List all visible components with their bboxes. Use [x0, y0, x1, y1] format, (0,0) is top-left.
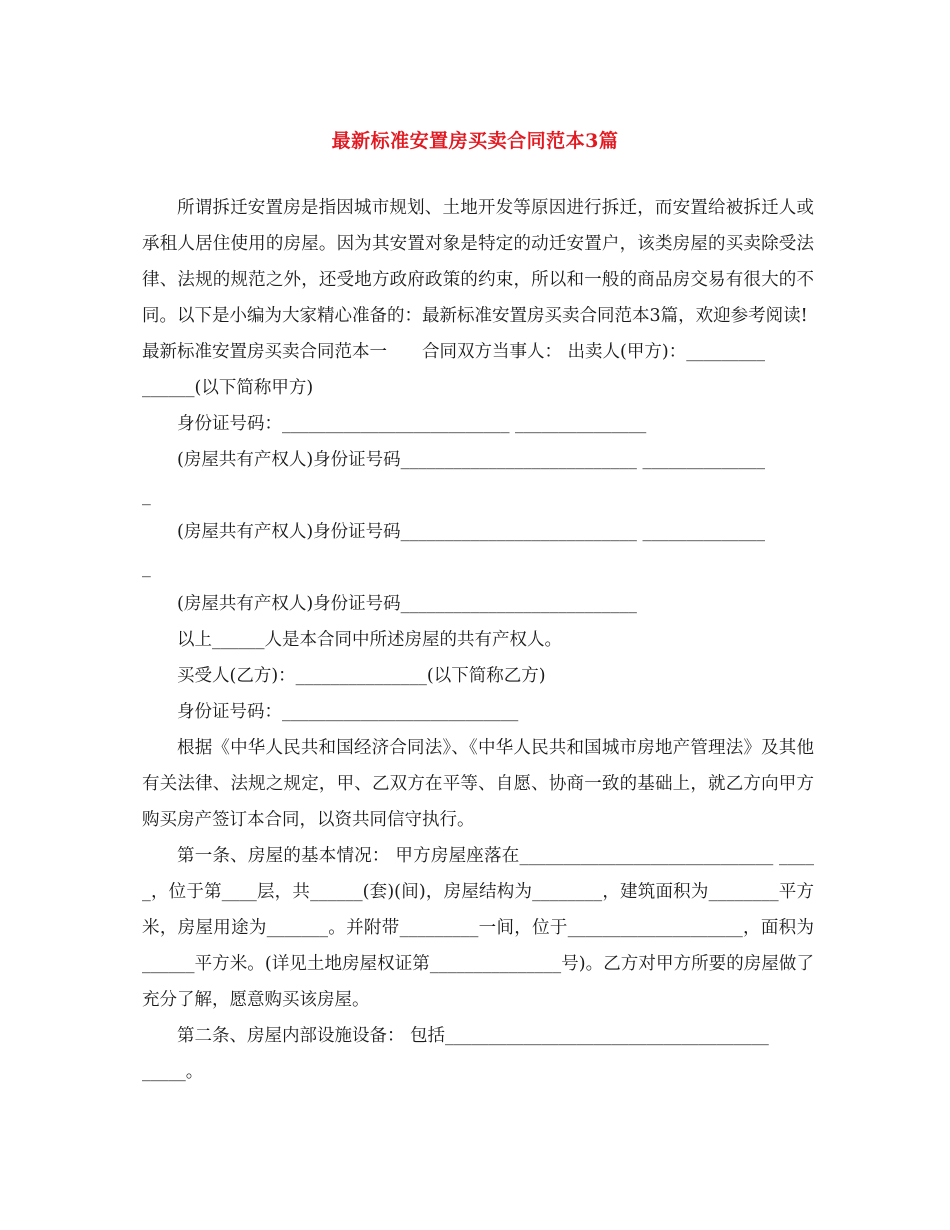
intro-paragraph: 所谓拆迁安置房是指因城市规划、土地开发等原因进行拆迁，而安置给被拆迁人或承租人居住使用的房屋。因为其安置对象是特定的动迁安置户，该类房屋的买卖除受法律、法规的规范之外，还受地方政府政策的约束，所以和一般的商品房交易有很大的不同。以下是小编为大家精心准备的：最新标准安置房买卖合同范本3篇，欢迎参考阅读! — [142, 198, 814, 326]
legal-basis-paragraph: 根据《中华人民共和国经济合同法》、《中华人民共和国城市房地产管理法》及其他有关法律、法规之规定，甲、乙双方在平等、自愿、协商一致的基础上，就乙方向甲方购买房产签订本合同，以资共同信守执行。 — [142, 738, 814, 830]
article-two-line-wrap: _____。 — [142, 1062, 204, 1082]
article-two-line: 第二条、房屋内部设施设备： 包括_____________________________________ — [177, 1026, 769, 1046]
seller-id-line: 身份证号码：__________________________ _______________ — [177, 414, 647, 434]
co-owner-id-line-2-wrap: _ — [142, 558, 151, 578]
buyer-line: 买受人(乙方)：_______________(以下简称乙方) — [177, 666, 546, 686]
co-owner-id-line-3: (房屋共有产权人)身份证号码___________________________ — [177, 594, 637, 614]
document-body — [142, 190, 814, 1090]
co-owner-id-line-1-wrap: _ — [142, 486, 151, 506]
co-owner-id-line-2: (房屋共有产权人)身份证号码___________________________ ______________ — [177, 522, 765, 542]
co-owners-count-line: 以上______人是本合同中所述房屋的共有产权人。 — [177, 630, 562, 650]
seller-short-name-line: ______(以下简称甲方) — [142, 378, 314, 398]
buyer-id-line: 身份证号码：___________________________ — [177, 702, 519, 722]
contract-one-heading-line: 最新标准安置房买卖合同范本一 合同双方当事人： 出卖人(甲方)：_________ — [142, 342, 765, 362]
document-title: 最新标准安置房买卖合同范本3篇 — [331, 130, 619, 152]
article-one-paragraph: 第一条、房屋的基本情况： 甲方房屋座落在_____________________________ _____，位于第____层，共______(套)(间)，房屋结构为________，建筑面积为________平方米，房屋用途为_______。并附带_________一间，位于____________________，面积为______平方米。(详见土地房屋权证第_______________号)。乙方对甲方所要的房屋做了充分了解，愿意购买该房屋。 — [142, 846, 814, 1010]
co-owner-id-line-1: (房屋共有产权人)身份证号码___________________________ ______________ — [177, 450, 765, 470]
